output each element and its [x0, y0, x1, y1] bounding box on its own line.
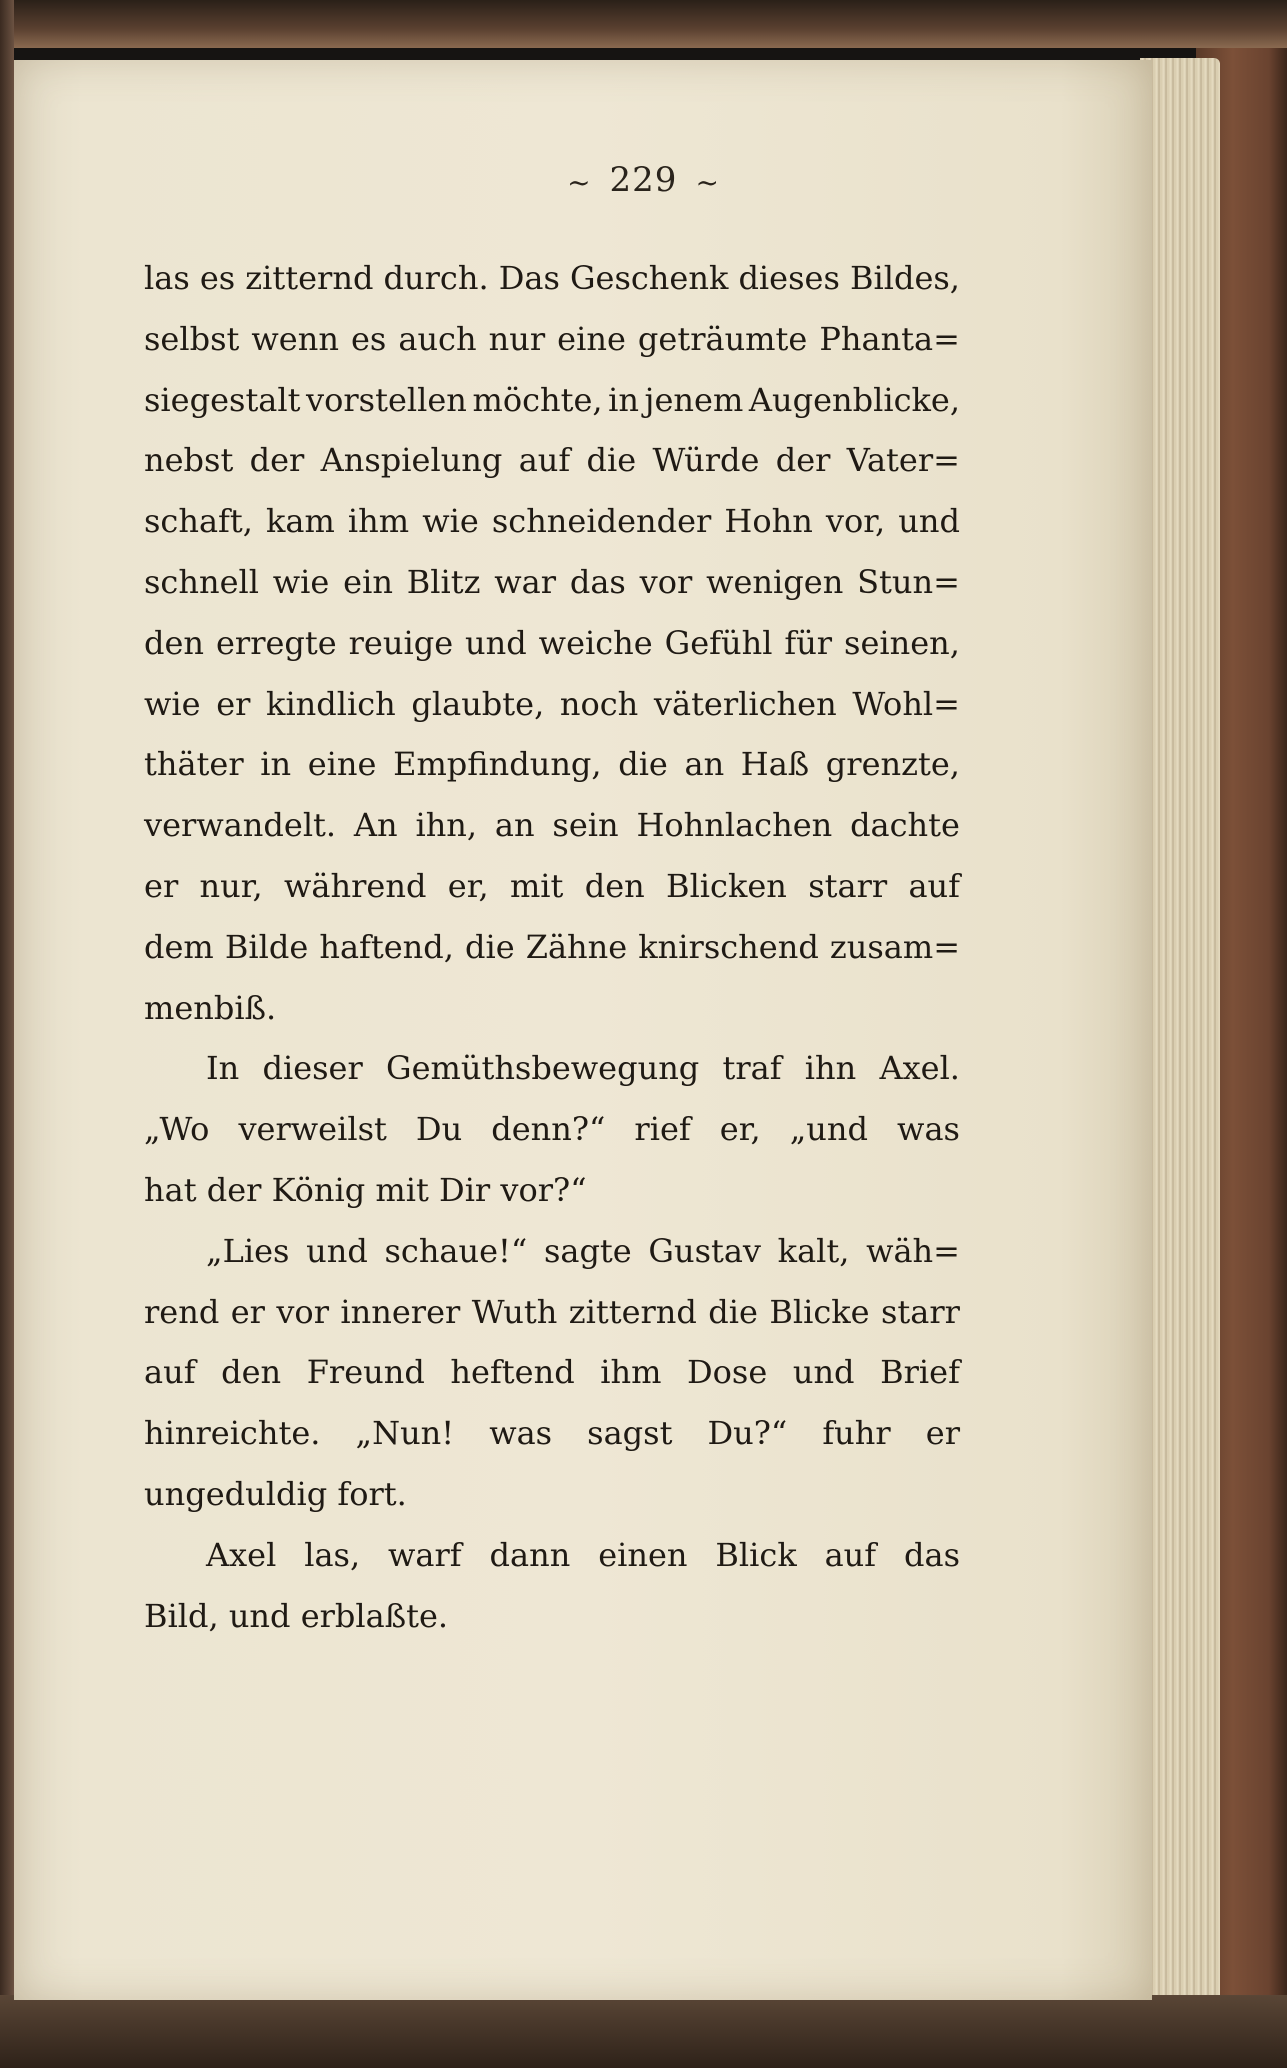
text-line: verwandelt. An ihn, an sein Hohnlachen dachte: [144, 806, 960, 845]
ornament-left-icon: ~: [567, 165, 592, 199]
text-line: dem Bilde haftend, die Zähne knirschend zusam=: [144, 927, 960, 966]
text-line: schnell wie ein Blitz war das vor wenigen Stun=: [144, 562, 960, 601]
book-binding-left-edge: [0, 0, 14, 2068]
text-line: nebst der Anspielung auf die Würde der Vater=: [144, 441, 960, 480]
text-line: thäter in eine Empfindung, die an Haß grenzte,: [144, 745, 960, 784]
text-line: auf den Freund heftend ihm Dose und Brief: [144, 1353, 960, 1392]
text-line: wie er kindlich glaubte, noch väterlichen Wohl=: [144, 684, 960, 723]
text-line: In dieser Gemüthsbewegung traf ihn Axel.: [206, 1049, 960, 1088]
text-line: er nur, während er, mit den Blicken starr auf: [144, 866, 960, 905]
text-line: siegestalt vorstellen möchte, in jenem Augenblicke,: [144, 380, 960, 419]
book-cover-top-edge: [0, 0, 1287, 48]
book-cover-bottom-edge: [0, 1995, 1287, 2068]
text-line: hat der König mit Dir vor?“: [144, 1170, 587, 1209]
text-line: Axel las, warf dann einen Blick auf das: [206, 1535, 960, 1574]
page-header: [0, 160, 1287, 200]
text-line: Bild, und erblaßte.: [144, 1596, 449, 1635]
page-stack-edge: [1140, 58, 1220, 2018]
text-line: schaft, kam ihm wie schneidender Hohn vor, und: [144, 502, 960, 541]
text-line: selbst wenn es auch nur eine geträumte Phanta=: [144, 319, 960, 358]
text-line: „Wo verweilst Du denn?“ rief er, „und was: [144, 1110, 960, 1149]
text-line: hinreichte. „Nun! was sagst Du?“ fuhr er: [144, 1414, 960, 1453]
text-line: menbiß.: [144, 988, 277, 1027]
text-line: rend er vor innerer Wuth zitternd die Blicke starr: [144, 1292, 960, 1331]
text-line: den erregte reuige und weiche Gefühl für seinen,: [144, 623, 960, 662]
text-line: ungeduldig fort.: [144, 1474, 407, 1513]
body-text: [144, 248, 960, 1646]
text-line: „Lies und schaue!“ sagte Gustav kalt, wäh=: [206, 1231, 960, 1270]
ornament-right-icon: ~: [695, 165, 720, 199]
text-line: las es zitternd durch. Das Geschenk dieses Bildes,: [144, 259, 960, 297]
page-number: 229: [609, 160, 678, 200]
